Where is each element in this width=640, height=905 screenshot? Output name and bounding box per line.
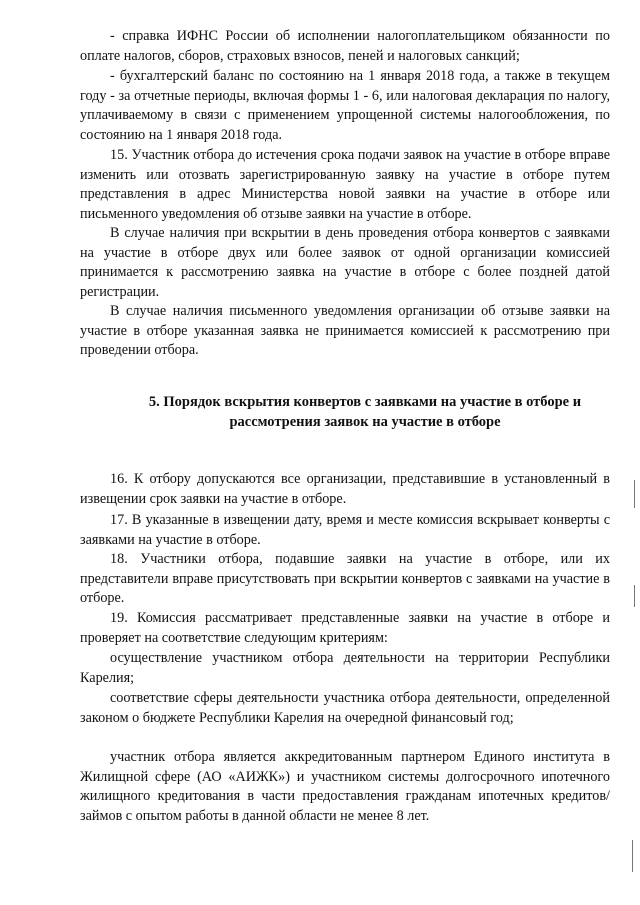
paragraph-19: 19. Комиссия рассматривает представленные заявки на участие в отборе и проверяет на соответствие следующим критериям: [80, 610, 610, 646]
criterion-activity-sphere: соответствие сферы деятельности участника отбора деятельности, определенной законом о бюджете Республики Карелия на очередной финансовый год; [80, 690, 610, 726]
paragraph-18: 18. Участники отбора, подавшие заявки на участие в отборе, или их представители вправе присутствовать при вскрытии конвертов с заявками на участие в отборе. [80, 551, 610, 606]
paragraph-15: 15. Участник отбора до истечения срока подачи заявок на участие в отборе вправе изменить или отозвать зарегистрированную заявку на участие в отборе путем представления в адрес Министерства новой заявки на участие в отборе или письменного уведомления об отзыве заявки на участие в отборе. [80, 147, 610, 222]
paragraph-17: 17. В указанные в извещении дату, время и месте комиссия вскрывает конверты с заявками на участие в отборе. [80, 512, 610, 548]
section-heading: 5. Порядок вскрытия конвертов с заявками на участие в отборе и рассмотрения заявок на участие в отборе [148, 394, 582, 430]
criterion-territory: осуществление участником отбора деятельности на территории Республики Карелия; [80, 650, 610, 686]
scan-edge-mark [634, 480, 635, 508]
scan-edge-mark [632, 840, 633, 872]
paragraph-duplicate-applications: В случае наличия при вскрытии в день проведения отбора конвертов с заявками на участие в отборе двух или более заявок от одной организации комиссией принимается к рассмотрению заявка на участие в отборе с более поздней датой регистрации. [80, 225, 610, 300]
paragraph-16: 16. К отбору допускаются все организации, представившие в установленный в извещении срок заявки на участие в отборе. [80, 471, 610, 507]
paragraph-balance-sheet: - бухгалтерский баланс по состоянию на 1 января 2018 года, а также в текущем году - за отчетные периоды, включая формы 1 - 6, или налоговая декларация по налогу, уплачиваемому в связи с применением упрощенной системы налогообложения, по состоянию на 1 января 2018 года. [80, 68, 610, 143]
criterion-accredited-partner: участник отбора является аккредитованным партнером Единого института в Жилищной сфере (АО «АИЖК») и участником системы долгосрочного ипотечного жилищного кредитования в части предоставления гражданам ипотечных кредитов/займов с опытом работы в данной области не менее 8 лет. [80, 749, 610, 824]
scan-edge-mark [634, 585, 635, 607]
paragraph-ifns-certificate: - справка ИФНС России об исполнении налогоплательщиком обязанности по оплате налогов, сборов, страховых взносов, пеней и налоговых санкций; [80, 28, 610, 64]
paragraph-withdrawal-notice: В случае наличия письменного уведомления организации об отзыве заявки на участие в отборе указанная заявка не принимается комиссией к рассмотрению при проведении отбора. [80, 303, 610, 358]
